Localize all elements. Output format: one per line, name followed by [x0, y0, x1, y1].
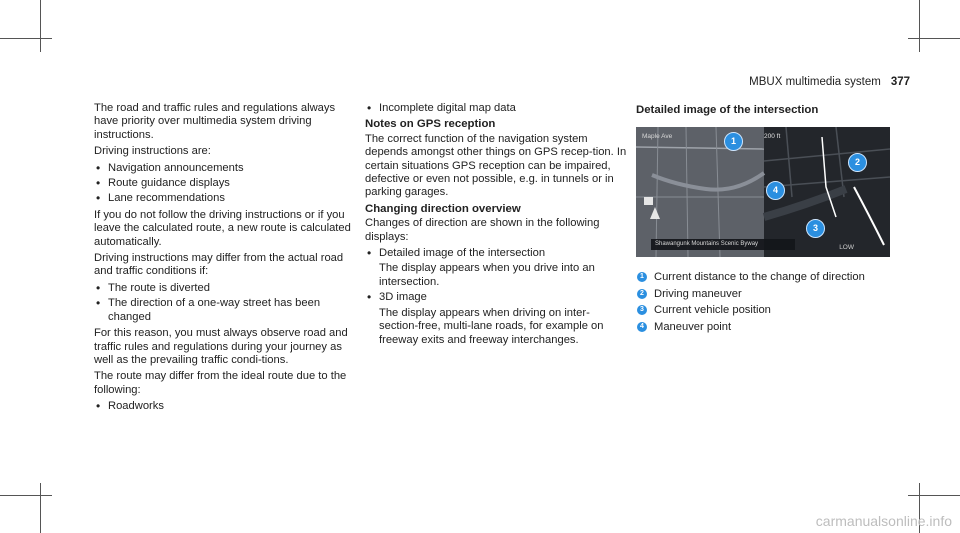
section-heading: Detailed image of the intersection [636, 104, 819, 116]
watermark: carmanualsonline.info [815, 513, 952, 529]
legend-badge: 3 [637, 305, 647, 315]
list-item [365, 291, 627, 347]
callout-1: 1 [724, 132, 743, 151]
legend-text: Maneuver point [654, 320, 732, 333]
callout-3: 3 [806, 219, 825, 238]
map-street-bottom: Shawangunk Mountains Scenic Byway [651, 239, 795, 250]
legend-text: Current distance to the change of direction [654, 271, 865, 284]
list-item: • Navigation announcements [94, 162, 356, 175]
paragraph: Changes of direction are shown in the following displays: [365, 217, 600, 243]
paragraph: Driving instructions may differ from the actual road and traffic conditions if: [94, 252, 344, 278]
section-heading: Notes on GPS reception [365, 118, 496, 131]
callout-2: 2 [848, 153, 867, 172]
legend-badge: 2 [637, 289, 647, 299]
crop-mark [908, 495, 960, 496]
legend-text: Current vehicle position [654, 304, 771, 317]
paragraph: The road and traffic rules and regulations always have priority over multimedia system driving instructions. [94, 102, 336, 141]
legend-item [636, 288, 892, 301]
column-right [636, 102, 892, 337]
column-left [94, 102, 356, 417]
page-header [700, 76, 910, 88]
legend-badge: 1 [637, 272, 647, 282]
paragraph: For this reason, you must always observe road and traffic rules and regulations during your journey as well as the prevailing traffic condi-tions. [94, 327, 348, 366]
list-item: • The route is diverted [94, 282, 356, 295]
legend-item [636, 271, 892, 284]
bullet-list [94, 282, 356, 324]
bullet-list [94, 162, 356, 206]
column-middle [365, 102, 627, 350]
map-street-top: Maple Ave [642, 133, 673, 141]
legend-item [636, 321, 892, 334]
bullet-list [94, 400, 356, 413]
list-item: • Route guidance displays [94, 177, 356, 190]
list-item: • The direction of a one-way street has been changed [94, 297, 356, 324]
paragraph: If you do not follow the driving instructions or if you leave the calculated route, a new route is calculated automatically. [94, 208, 351, 248]
map-graphic [636, 127, 890, 257]
list-item: • Incomplete digital map data [365, 102, 627, 115]
crop-mark [919, 0, 920, 52]
map-low-label: LOW [839, 244, 854, 251]
page-number: 377 [890, 76, 910, 88]
header-title: MBUX multimedia system [749, 76, 881, 88]
legend-text: Driving maneuver [654, 287, 742, 300]
list-item-description: The display appears when you drive into an intersection. [379, 262, 595, 288]
bullet-list [365, 247, 627, 347]
legend-item [636, 304, 892, 317]
map-distance: 200 ft [764, 133, 781, 141]
crop-mark [40, 483, 41, 533]
crop-mark [0, 495, 52, 496]
list-item: • Roadworks [94, 400, 356, 413]
paragraph: The route may differ from the ideal route due to the following: [94, 370, 347, 396]
intersection-map-image [636, 127, 890, 257]
list-item [365, 247, 627, 289]
section-heading: Changing direction overview [365, 202, 521, 215]
bullet-list [365, 102, 627, 115]
callout-4: 4 [766, 181, 785, 200]
legend-list [636, 271, 892, 334]
paragraph: The correct function of the navigation system depends amongst other things on GPS recep-tion. In certain situations GPS reception can be impaired, defective or even not possible, e.g. in tunnels or in parking garages. [365, 132, 627, 199]
paragraph: Driving instructions are: [94, 145, 211, 158]
crop-mark [908, 38, 960, 39]
list-item-title: 3D image [379, 291, 427, 304]
legend-badge: 4 [637, 322, 647, 332]
list-item-title: Detailed image of the intersection [379, 247, 546, 260]
crop-mark [40, 0, 41, 52]
list-item-description: The display appears when driving on inter-section-free, multi-lane roads, for example on freeway exits and freeway interchanges. [379, 306, 604, 346]
crop-mark [0, 38, 52, 39]
list-item: • Lane recommendations [94, 192, 356, 205]
